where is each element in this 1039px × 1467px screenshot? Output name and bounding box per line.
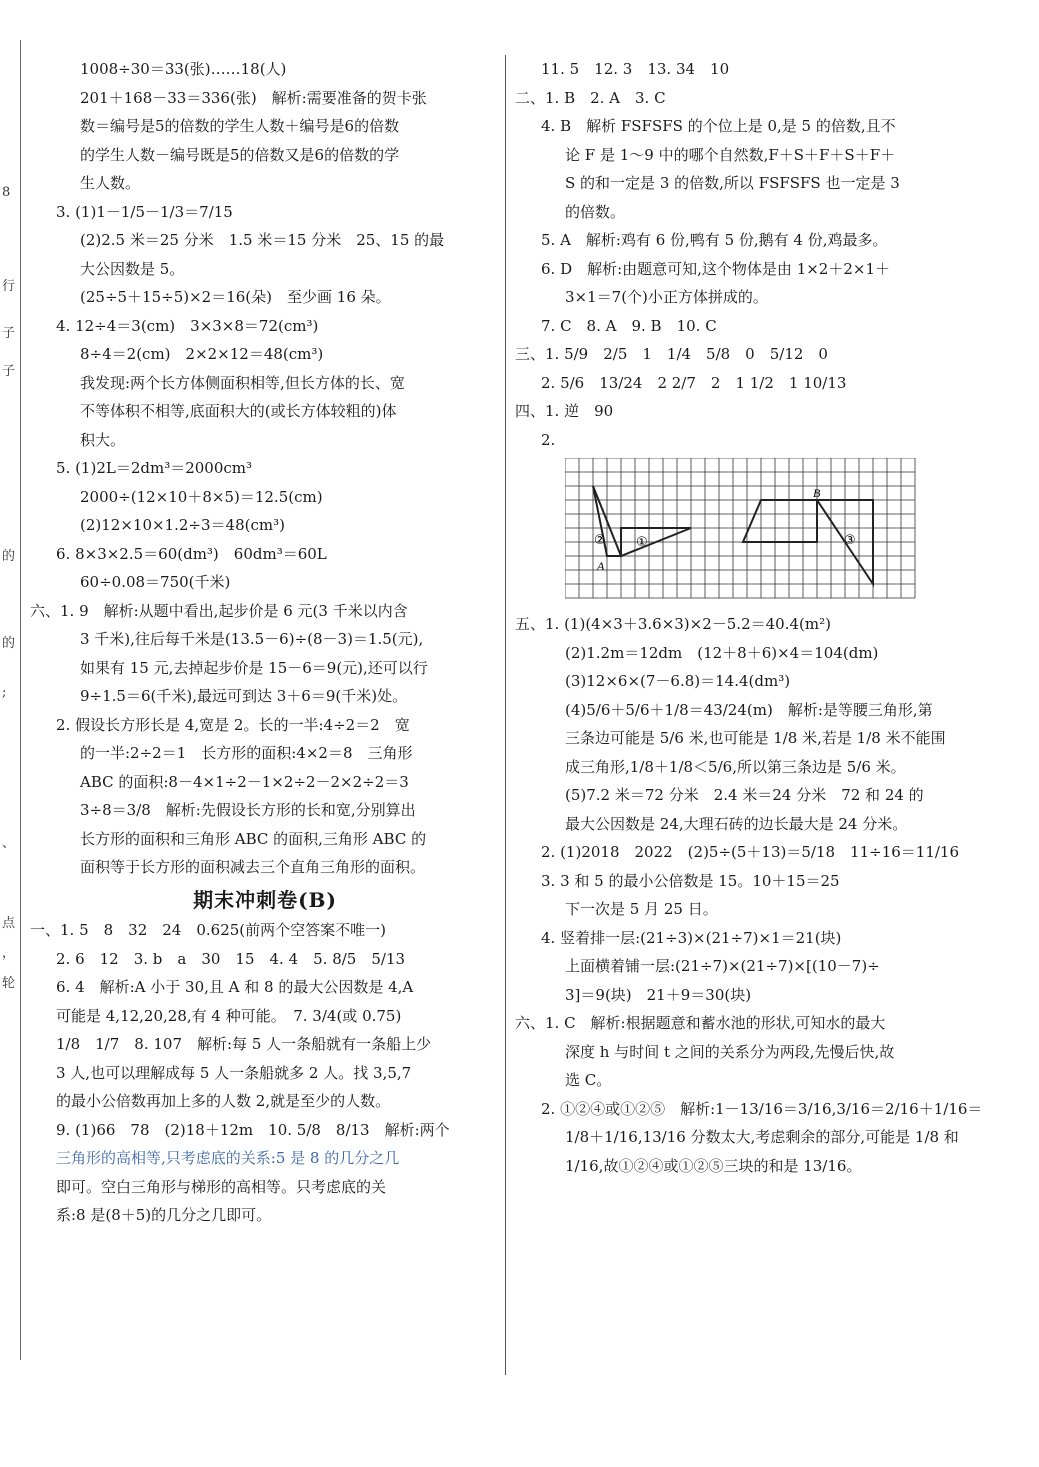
answer-line: 深度 h 与时间 t 之间的关系分为两段,先慢后快,故 (565, 1042, 895, 1061)
answer-line: 成三角形,1/8＋1/8＜5/6,所以第三条边是 5/6 米。 (565, 757, 906, 776)
answer-line: 2. ①②④或①②⑤ 解析:1－13/16＝3/16,3/16＝2/16＋1/16＝ (541, 1099, 983, 1118)
grid-figure (515, 458, 985, 604)
answer-line: ABC 的面积:8－4×1÷2－1×2÷2－2×2÷2＝3 (80, 772, 409, 791)
answer-line: 可能是 4,12,20,28,有 4 种可能。 7. 3/4(或 0.75) (56, 1006, 402, 1025)
answer-line: 选 C。 (565, 1071, 612, 1089)
answer-line: 3]＝9(块) 21＋9＝30(块) (565, 985, 752, 1004)
margin-char: 子 (2, 326, 16, 341)
answer-line: (4)5/6＋5/6＋1/8＝43/24(m) 解析:是等腰三角形,第 (565, 700, 933, 719)
answer-line: 6. 4 解析:A 小于 30,且 A 和 8 的最大公因数是 4,A (56, 978, 414, 996)
answer-line: 1/8＋1/16,13/16 分数太大,考虑剩余的部分,可能是 1/8 和 (565, 1128, 959, 1146)
answer-line: 大公因数是 5。 (80, 259, 185, 278)
answer-line: S 的和一定是 3 的倍数,所以 FSFSFS 也一定是 3 (565, 174, 900, 192)
answer-line: 1/16,故①②④或①②⑤三块的和是 13/16。 (565, 1156, 862, 1175)
answer-line: 2. 5/6 13/24 2 2/7 2 1 1/2 1 10/13 (541, 373, 847, 392)
answer-line: 3. 3 和 5 的最小公倍数是 15。10＋15＝25 (541, 871, 840, 890)
answer-line: 五、1. (1)(4×3＋3.6×3)×2－5.2＝40.4(m²) (515, 615, 831, 633)
answer-line: 上面横着铺一层:(21÷7)×(21÷7)×[(10－7)÷ (565, 957, 880, 975)
right-column (515, 55, 985, 1180)
answer-line: 最大公因数是 24,大理石砖的边长最大是 24 分米。 (565, 814, 908, 833)
answer-line: 4. 竖着排一层:(21÷3)×(21÷7)×1＝21(块) (541, 928, 842, 947)
answer-line: 3 人,也可以理解成每 5 人一条船就多 2 人。找 3,5,7 (56, 1063, 412, 1082)
answer-line: (2)12×10×1.2÷3＝48(cm³) (80, 516, 285, 534)
answer-line: 我发现:两个长方体侧面积相等,但长方体的长、宽 (80, 373, 405, 392)
answer-line: (3)12×6×(7－6.8)＝14.4(dm³) (565, 672, 791, 690)
answer-line: (25÷5＋15÷5)×2＝16(朵) 至少画 16 朵。 (80, 288, 391, 306)
answer-line: 1/8 1/7 8. 107 解析:每 5 人一条船就有一条船上少 (56, 1035, 432, 1053)
shape-2-label: ② (594, 533, 606, 548)
answer-line: 6. 8×3×2.5＝60(dm³) 60dm³＝60L (56, 544, 327, 563)
answer-line: 7. C 8. A 9. B 10. C (541, 316, 717, 335)
answer-line: 的最小公倍数再加上多的人数 2,就是至少的人数。 (56, 1092, 391, 1110)
column-divider (505, 55, 506, 1375)
answer-line: 的一半:2÷2＝1 长方形的面积:4×2＝8 三角形 (80, 744, 413, 762)
answer-line: 6. D 解析:由题意可知,这个物体是由 1×2＋2×1＋ (541, 259, 891, 278)
answer-line: 三角形的高相等,只考虑底的关系:5 是 8 的几分之几 (56, 1149, 400, 1167)
answer-line: 积大。 (80, 430, 126, 449)
margin-char: 的 (2, 636, 16, 651)
answer-line: 1008÷30＝33(张)……18(人) (80, 60, 287, 78)
answer-line: 论 F 是 1～9 中的哪个自然数,F＋S＋F＋S＋F＋ (565, 145, 896, 164)
margin-char: 点 (2, 916, 16, 931)
answer-line: 2. (541, 430, 556, 449)
answer-line: (2)2.5 米＝25 分米 1.5 米＝15 分米 25、15 的最 (80, 231, 445, 249)
answer-line: 二、1. B 2. A 3. C (515, 88, 666, 107)
answer-line: 四、1. 逆 90 (515, 402, 614, 420)
answer-line: 2. (1)2018 2022 (2)5÷(5＋13)＝5/18 11÷16＝11/16 (541, 843, 960, 861)
answer-line: 3. (1)1－1/5－1/3＝7/15 (56, 202, 233, 221)
answer-line: 六、1. C 解析:根据题意和蓄水池的形状,可知水的最大 (515, 1014, 886, 1032)
answer-line: 的学生人数－编号既是5的倍数又是6的倍数的学 (80, 145, 400, 164)
margin-char: 8 (2, 185, 11, 200)
answer-line: 数＝编号是5的倍数的学生人数＋编号是6的倍数 (80, 117, 400, 135)
margin-char: ; (2, 685, 7, 700)
answer-line: 面积等于长方形的面积减去三个直角三角形的面积。 (80, 858, 426, 876)
shape-1-label: ① (636, 535, 648, 550)
answer-line: 3÷8＝3/8 解析:先假设长方形的长和宽,分别算出 (80, 801, 416, 819)
point-b-label: B (813, 486, 821, 500)
answer-line: 60÷0.08＝750(千米) (80, 573, 231, 591)
answer-line: 的倍数。 (565, 202, 626, 221)
answer-line: 三条边可能是 5/6 米,也可能是 1/8 米,若是 1/8 米不能围 (565, 729, 946, 747)
answer-line: (5)7.2 米＝72 分米 2.4 米＝24 分米 72 和 24 的 (565, 786, 924, 804)
answer-line: 2. 6 12 3. b a 30 15 4. 4 5. 8/5 5/13 (56, 949, 406, 968)
answer-line: 下一次是 5 月 25 日。 (565, 900, 718, 918)
margin-char: 的 (2, 549, 16, 564)
answer-line: 2000÷(12×10＋8×5)＝12.5(cm) (80, 487, 323, 506)
point-a-label: A (597, 559, 605, 573)
answer-line: 5. A 解析:鸡有 6 份,鸭有 5 份,鹅有 4 份,鸡最多。 (541, 231, 888, 249)
answer-line: 三、1. 5/9 2/5 1 1/4 5/8 0 5/12 0 (515, 345, 828, 363)
answer-line: 8÷4＝2(cm) 2×2×12＝48(cm³) (80, 345, 324, 363)
left-margin-fragments (0, 0, 18, 1467)
section-title: 期末冲刺卷(B) (193, 887, 337, 912)
answer-line: 3 千米),往后每千米是(13.5－6)÷(8－3)＝1.5(元), (80, 630, 424, 648)
shape-3-label: ③ (844, 533, 856, 548)
answer-line: 长方形的面积和三角形 ABC 的面积,三角形 ABC 的 (80, 829, 427, 848)
answer-line: 六、1. 9 解析:从题中看出,起步价是 6 元(3 千米以内含 (30, 601, 408, 620)
margin-char: 子 (2, 364, 16, 379)
answer-line: 2. 假设长方形长是 4,宽是 2。长的一半:4÷2＝2 宽 (56, 715, 410, 734)
grid-figure-svg (565, 458, 925, 604)
page-edge-line (20, 40, 21, 1360)
answer-line: 9. (1)66 78 (2)18＋12m 10. 5/8 8/13 解析:两个 (56, 1120, 450, 1139)
answer-line: 4. 12÷4＝3(cm) 3×3×8＝72(cm³) (56, 316, 319, 335)
answer-line: 5. (1)2L＝2dm³＝2000cm³ (56, 459, 253, 477)
left-column (30, 55, 500, 1230)
answer-line: 11. 5 12. 3 13. 34 10 (541, 60, 730, 78)
answer-line: 4. B 解析 FSFSFS 的个位上是 0,是 5 的倍数,且不 (541, 117, 896, 135)
margin-char: ， (2, 946, 16, 961)
answer-line: 一、1. 5 8 32 24 0.625(前两个空答案不唯一) (30, 921, 386, 939)
margin-char: 、 (2, 836, 16, 851)
answer-line: 系:8 是(8＋5)的几分之几即可。 (56, 1206, 272, 1224)
answer-line: 201＋168－33＝336(张) 解析:需要准备的贺卡张 (80, 88, 427, 107)
answer-line: 不等体积不相等,底面积大的(或长方体较粗的)体 (80, 402, 397, 420)
answer-line: 如果有 15 元,去掉起步价是 15－6＝9(元),还可以行 (80, 658, 428, 677)
trapezoid (743, 500, 817, 542)
margin-char: 行 (2, 279, 16, 294)
grid-lines (565, 458, 915, 598)
answer-line: 9÷1.5＝6(千米),最远可到达 3＋6＝9(千米)处。 (80, 687, 408, 705)
answer-line: 3×1＝7(个)小正方体拼成的。 (565, 288, 768, 306)
answer-line: (2)1.2m＝12dm (12＋8＋6)×4＝104(dm) (565, 643, 879, 662)
answer-line: 即可。空白三角形与梯形的高相等。只考虑底的关 (56, 1177, 387, 1196)
margin-char: 轮 (2, 976, 16, 991)
answer-line: 生人数。 (80, 174, 141, 192)
